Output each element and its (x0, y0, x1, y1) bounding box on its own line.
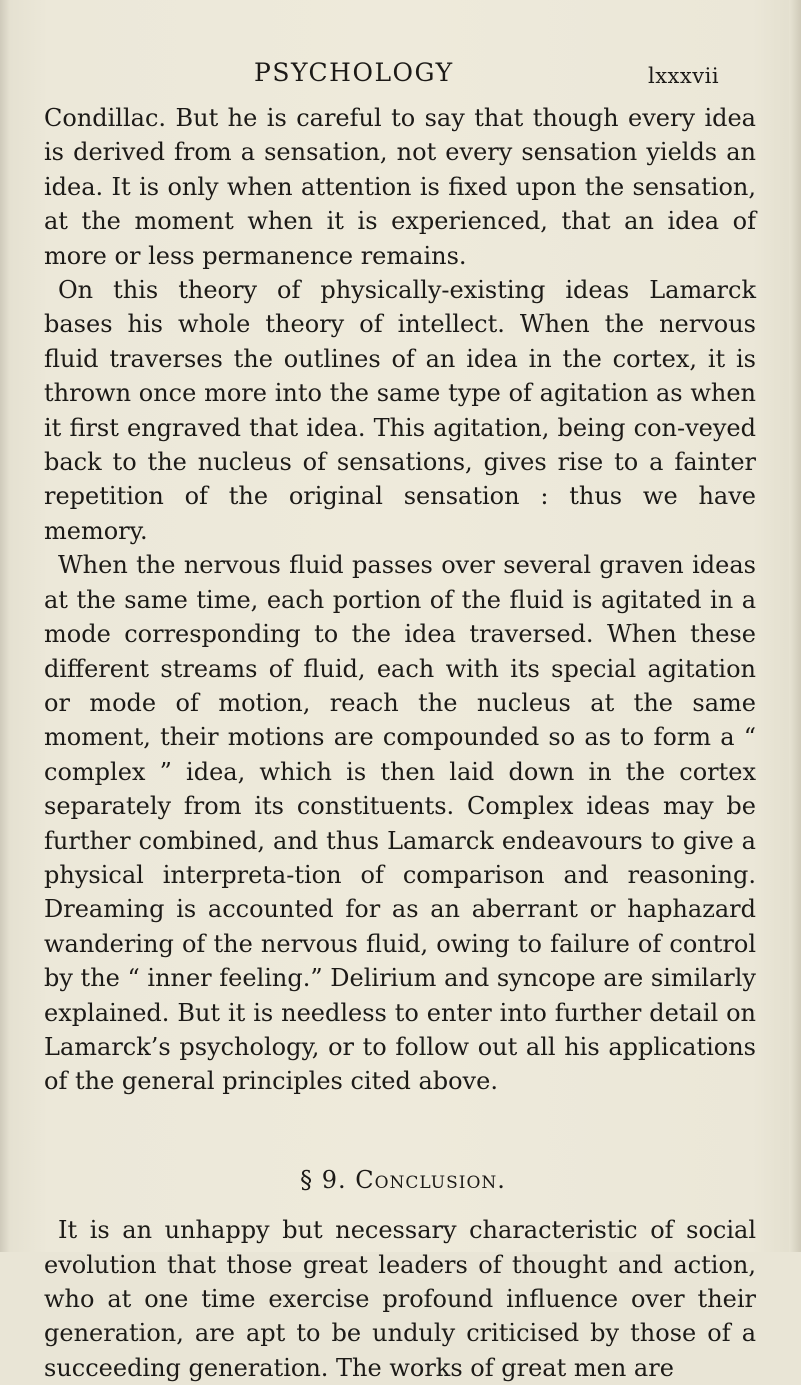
paragraph-condillac: Condillac. But he is careful to say that though every idea is derived from a sensation, not every sensation yields an idea. It is only when attention is fixed upon the sensation, at the moment when it is experienced, that an idea of more or less permanence remains. (44, 104, 756, 270)
running-head (0, 46, 801, 86)
page-right-edge (789, 0, 801, 1252)
page-left-edge (0, 0, 10, 1252)
page-number: lxxxvii (648, 64, 720, 88)
body-text (44, 101, 756, 1385)
running-title: PSYCHOLOGY (254, 58, 454, 87)
section-heading: § 9. Conclusion. (300, 1165, 506, 1194)
paragraph-complex-ideas: When the nervous fluid passes over several graven ideas at the same time, each portion of the fluid is agitated in a mode corresponding to the idea traversed. When these different streams of fluid, each with its special agitation or mode of motion, reach the nucleus at the same moment, their motions are compounded so as to form a “ complex ” idea, which is then laid down in the cortex separately from its constituents. Complex ideas may be further combined, and thus Lamarck endeavours to give a physical interpreta-tion of comparison and reasoning. Dreaming is accounted for as an aberrant or haphazard wandering of the nervous fluid, owing to failure of control by the “ inner feeling.” Delirium and syncope are similarly explained. But it is needless to enter into further detail on Lamarck’s psychology, or to follow out all his applications of the general principles cited above. (44, 551, 756, 1096)
paragraph-conclusion: It is an unhappy but necessary characteristic of social evolution that those great leaders of thought and action, who at one time exercise profound influence over their generation, are apt to be unduly criticised by those of a succeeding generation. The works of great men are (44, 1216, 756, 1382)
paragraph-lamarck-intellect: On this theory of physically-existing ideas Lamarck bases his whole theory of intellect. When the nervous fluid traverses the outlines of an idea in the cortex, it is thrown once more into the same type of agitation as when it first engraved that idea. This agitation, being con-veyed back to the nucleus of sensations, gives rise to a fainter repetition of the original sensation : thus we have memory. (44, 276, 756, 545)
